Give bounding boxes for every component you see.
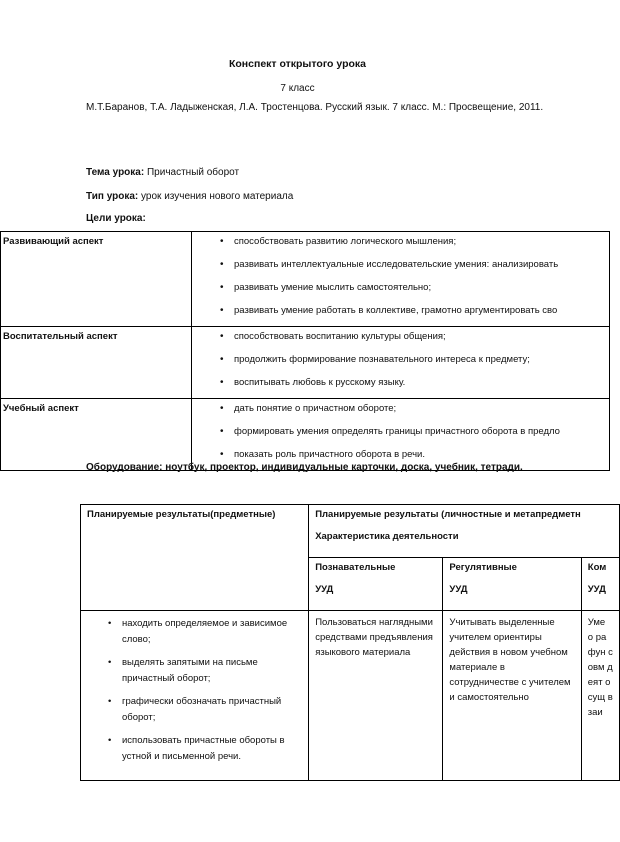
list-item: • воспитывать любовь к русскому языку. [192,375,609,398]
aspect-label: Развивающий аспект [1,232,192,327]
grade-label: 7 класс [280,83,315,94]
topic-value: Причастный оборот [144,167,240,178]
aspect-items [192,327,610,399]
subject-results-header: Планируемые результаты(предметные) [81,505,309,611]
list-item: • способствовать воспитанию культуры общения; [192,329,609,352]
results-table [80,504,620,781]
list-item: • развивать умение работать в коллективе, грамотно аргументировать сво [192,303,609,326]
list-item: • находить определяемое и зависимое слово; [82,616,307,648]
list-item: • способствовать развитию логического мышления; [192,234,609,257]
cognitive-uud-header: Познавательные УУД [309,558,443,611]
aspect-items [192,399,610,471]
textbook-source: М.Т.Баранов, Т.А. Ладыженская, Л.А. Тростенцова. Русский язык. 7 класс. М.: Просвещение, 2011. [86,102,544,113]
regulative-cell: Учитывать выделенные учителем ориентиры действия в новом учебном материале в сотрудничестве с учителем и самостоятельно [443,611,581,781]
list-item: • продолжить формирование познавательного интереса к предмету; [192,352,609,375]
type-value: урок изучения нового материала [138,191,294,202]
lesson-goals [86,213,146,224]
topic-label: Тема урока: [86,167,145,178]
lesson-type [86,191,293,202]
list-item: • развивать интеллектуальные исследовательские умения: анализировать [192,257,609,280]
table-row [81,611,620,781]
list-item: • выделять запятыми на письме причастный оборот; [82,655,307,687]
equipment-line: Оборудование: ноутбук, проектор, индивидуальные карточки, доска, учебник, тетради. [86,462,523,473]
lesson-topic [86,167,239,178]
communicative-cell: Уме о ра фун совм деят осущ взаи [581,611,619,781]
list-item: • использовать причастные обороты в устной и письменной речи. [82,733,307,765]
list-item: • развивать умение мыслить самостоятельно; [192,280,609,303]
list-item: • дать понятие о причастном обороте; [192,401,609,424]
aspects-table [0,231,610,471]
type-label: Тип урока: [86,191,139,202]
aspect-row [1,232,610,327]
list-item: • графически обозначать причастный оборот; [82,694,307,726]
aspect-items [192,232,610,327]
list-item: • формировать умения определять границы причастного оборота в предло [192,424,609,447]
activity-header: Характеристика деятельности [315,531,459,542]
aspect-label: Учебный аспект [1,399,192,471]
aspect-row [1,399,610,471]
communicative-uud-header: Ком УУД [581,558,619,611]
regulative-uud-header: Регулятивные УУД [443,558,581,611]
aspect-label: Воспитательный аспект [1,327,192,399]
list-item: • показать роль причастного оборота в речи. [192,447,609,470]
aspect-row [1,327,610,399]
goals-label: Цели урока: [86,213,146,224]
document-title: Конспект открытого урока [228,58,367,70]
table-row [81,505,620,558]
personal-results-header: Планируемые результаты (личностные и метапредметн Характеристика деятельности [309,505,620,558]
cognitive-cell: Пользоваться наглядными средствами предъявления языкового материала [309,611,443,781]
subject-results-cell [81,611,309,781]
